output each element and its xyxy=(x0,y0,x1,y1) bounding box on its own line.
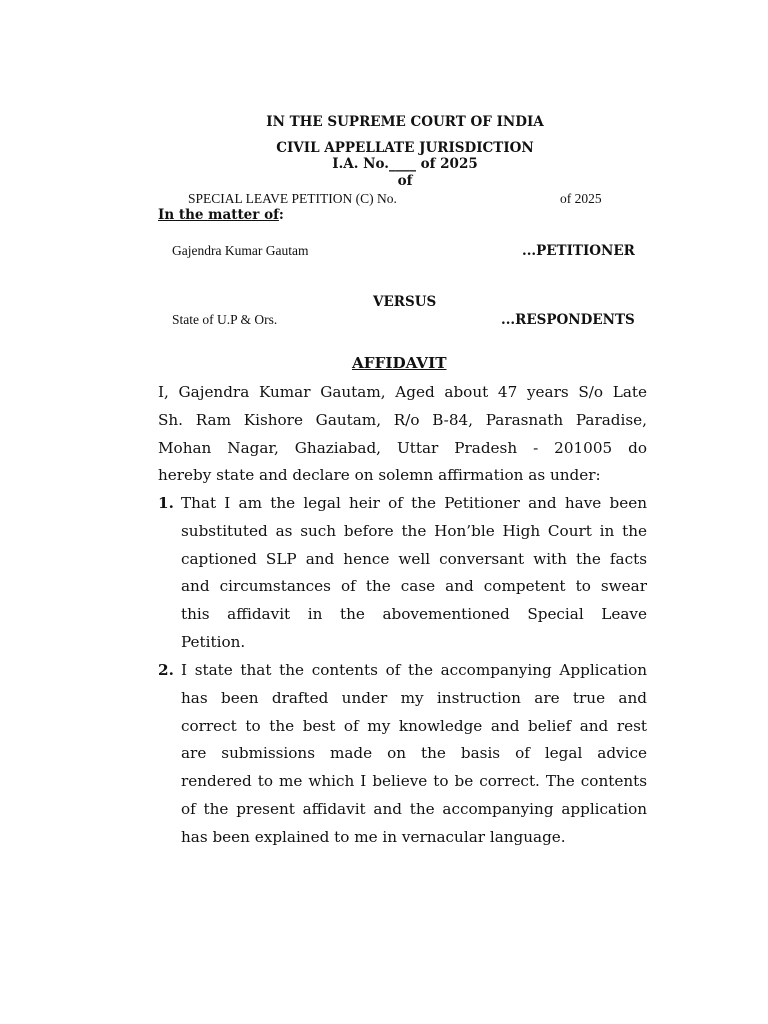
court-title: IN THE SUPREME COURT OF INDIA xyxy=(266,114,544,130)
affidavit-intro xyxy=(158,379,647,490)
petitioner-label: ...PETITIONER xyxy=(522,243,635,259)
list-item xyxy=(158,657,647,852)
of-connector: of xyxy=(397,173,413,189)
petitioner-name: Gajendra Kumar Gautam xyxy=(172,243,309,258)
intro-line: I, Gajendra Kumar Gautam, Aged about 47 years S/o Late xyxy=(158,383,647,401)
versus-label: VERSUS xyxy=(373,294,437,310)
item-line: correct to the best of my knowledge and belief and rest xyxy=(181,716,647,735)
item-line: of the present affidavit and the accompanying application xyxy=(181,799,647,818)
list-item xyxy=(158,490,647,657)
item-line: and circumstances of the case and competent to swear xyxy=(181,577,647,596)
respondent-label: ...RESPONDENTS xyxy=(501,312,635,328)
matter-heading xyxy=(158,207,284,223)
intro-line: Mohan Nagar, Ghaziabad, Uttar Pradesh - 201005 do xyxy=(158,438,647,457)
intro-line: hereby state and declare on solemn affirmation as under: xyxy=(158,466,601,485)
item-line: has been drafted under my instruction are true and xyxy=(181,688,647,707)
item-number: 1. xyxy=(158,494,174,512)
item-line: this affidavit in the abovementioned Special Leave xyxy=(181,605,647,624)
item-line: substituted as such before the Hon’ble High Court in the xyxy=(181,521,647,540)
slp-year: of 2025 xyxy=(560,191,602,206)
item-line: captioned SLP and hence well conversant with the facts xyxy=(181,549,647,568)
affidavit-title: AFFIDAVIT xyxy=(352,354,447,372)
item-line: That I am the legal heir of the Petitioner and have been xyxy=(181,494,647,512)
item-line: Petition. xyxy=(181,632,246,651)
item-line: rendered to me which I believe to be correct. The contents xyxy=(181,772,647,791)
matter-colon: : xyxy=(278,207,284,223)
item-line: are submissions made on the basis of legal advice xyxy=(181,744,647,763)
respondent-name: State of U.P & Ors. xyxy=(172,312,278,327)
matter-label: In the matter of xyxy=(158,207,279,223)
jurisdiction-title: CIVIL APPELLATE JURISDICTION xyxy=(276,140,534,156)
intro-line: Sh. Ram Kishore Gautam, R/o B-84, Parasnath Paradise, xyxy=(158,410,647,429)
item-number: 2. xyxy=(158,661,174,679)
slp-number: SPECIAL LEAVE PETITION (C) No. xyxy=(188,191,397,206)
item-line: I state that the contents of the accompanying Application xyxy=(181,661,647,679)
item-line: has been explained to me in vernacular language. xyxy=(181,827,566,846)
ia-number: I.A. No.____ of 2025 xyxy=(332,156,478,172)
